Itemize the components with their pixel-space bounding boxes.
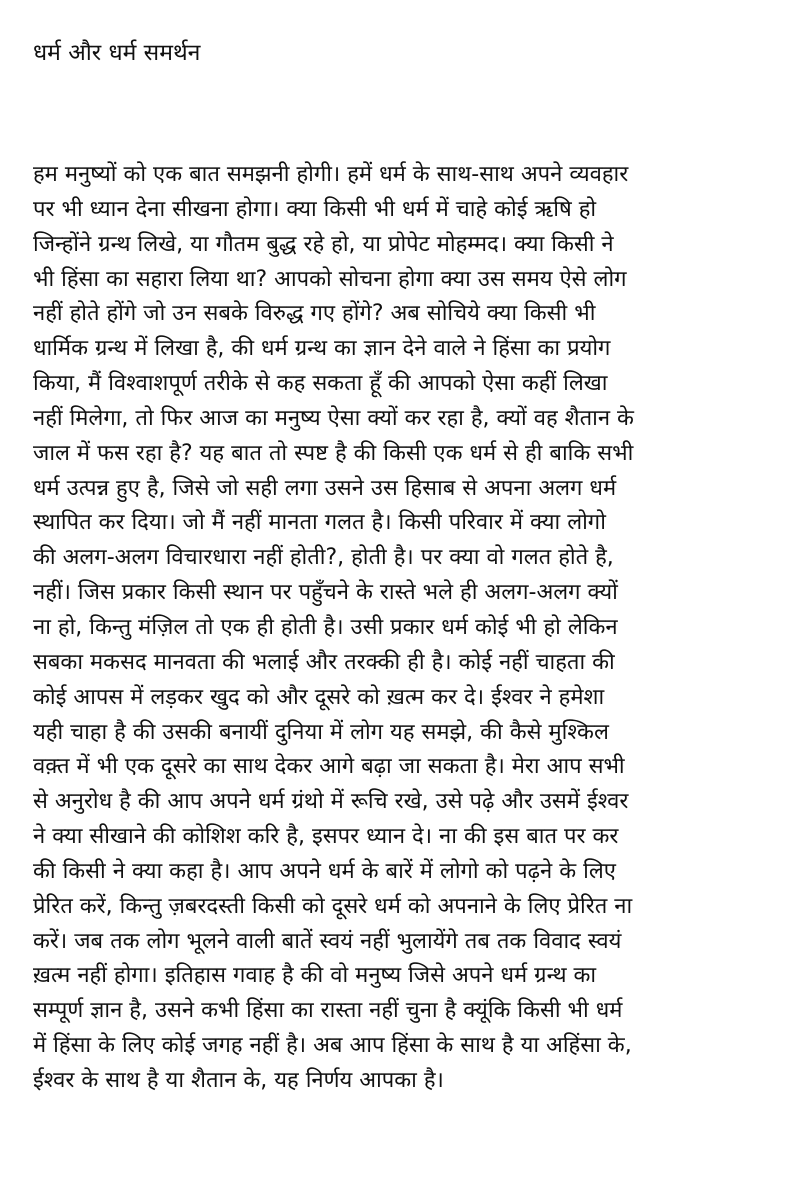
- body-line: ने क्या सीखाने की कोशिश करि है, इसपर ध्यान दे। ना की इस बात पर कर: [33, 824, 619, 850]
- body-line: पर भी ध्यान देना सीखना होगा। क्या किसी भी धर्म में चाहे कोई ऋषि हो: [33, 196, 597, 222]
- body-line: भी हिंसा का सहारा लिया था? आपको सोचना होगा क्या उस समय ऐसे लोग: [33, 266, 627, 292]
- body-line: सम्पूर्ण ज्ञान है, उसने कभी हिंसा का रास्ता नहीं चुना है क्यूंकि किसी भी धर्म: [33, 998, 623, 1024]
- body-line: कोई आपस में लड़कर खुद को और दूसरे को ख़त्म कर दे। ईश्वर ने हमेशा: [33, 684, 605, 710]
- body-line: से अनुरोध है की आप अपने धर्म ग्रंथो में रूचि रखे, उसे पढ़े और उसमें ईश्वर: [33, 789, 629, 815]
- body-line: प्रेरित करें, किन्तु ज़बरदस्ती किसी को दूसरे धर्म को अपनाने के लिए प्रेरित ना: [33, 893, 633, 919]
- body-line: स्थापित कर दिया। जो मैं नहीं मानता गलत है। किसी परिवार में क्या लोगो: [33, 510, 606, 536]
- body-line: नहीं मिलेगा, तो फिर आज का मनुष्य ऐसा क्यों कर रहा है, क्यों वह शैतान के: [33, 405, 634, 431]
- body-line: जिन्होंने ग्रन्थ लिखे, या गौतम बुद्ध रहे हो, या प्रोपेट मोहम्मद। क्या किसी ने: [33, 231, 614, 257]
- document-title: धर्म और धर्म समर्थन: [33, 40, 201, 66]
- body-line: किया, मैं विश्वाशपूर्ण तरीके से कह सकता हूँ की आपको ऐसा कहीं लिखा: [33, 371, 608, 397]
- body-line: धर्म उत्पन्न हुए है, जिसे जो सही लगा उसने उस हिसाब से अपना अलग धर्म: [33, 475, 617, 501]
- body-line: ख़त्म नहीं होगा। इतिहास गवाह है की वो मनुष्य जिसे अपने धर्म ग्रन्थ का: [33, 963, 597, 989]
- document-body: [33, 158, 793, 1099]
- body-line: वक़्त में भी एक दूसरे का साथ देकर आगे बढ़ा जा सकता है। मेरा आप सभी: [33, 754, 625, 780]
- body-line: यही चाहा है की उसकी बनायीं दुनिया में लोग यह समझे, की कैसे मुश्किल: [33, 719, 609, 745]
- body-line: नहीं। जिस प्रकार किसी स्थान पर पहुँचने के रास्ते भले ही अलग-अलग क्यों: [33, 580, 618, 606]
- body-line: हम मनुष्यों को एक बात समझनी होगी। हमें धर्म के साथ-साथ अपने व्यवहार: [33, 162, 629, 187]
- body-line: करें। जब तक लोग भूलने वाली बातें स्वयं नहीं भुलायेंगे तब तक विवाद स्वयं: [33, 928, 622, 954]
- body-line: नहीं होते होंगे जो उन सबके विरुद्ध गए होंगे? अब सोचिये क्या किसी भी: [33, 301, 596, 327]
- body-line: सबका मकसद मानवता की भलाई और तरक्की ही है। कोई नहीं चाहता की: [33, 649, 615, 675]
- body-line: में हिंसा के लिए कोई जगह नहीं है। अब आप हिंसा के साथ है या अहिंसा के,: [33, 1033, 632, 1059]
- body-line: धार्मिक ग्रन्थ में लिखा है, की धर्म ग्रन्थ का ज्ञान देने वाले ने हिंसा का प्रयोग: [33, 336, 611, 362]
- body-line: की किसी ने क्या कहा है। आप अपने धर्म के बारें में लोगो को पढ़ने के लिए: [33, 858, 616, 884]
- body-line: जाल में फस रहा है? यह बात तो स्पष्ट है की किसी एक धर्म से ही बाकि सभी: [33, 440, 634, 466]
- body-line: की अलग-अलग विचारधारा नहीं होती?, होती है। पर क्या वो गलत होते है,: [33, 545, 614, 571]
- body-line: ईश्वर के साथ है या शैतान के, यह निर्णय आपका है।: [33, 1067, 444, 1093]
- body-line: ना हो, किन्तु मंज़िल तो एक ही होती है। उसी प्रकार धर्म कोई भी हो लेकिन: [33, 614, 618, 640]
